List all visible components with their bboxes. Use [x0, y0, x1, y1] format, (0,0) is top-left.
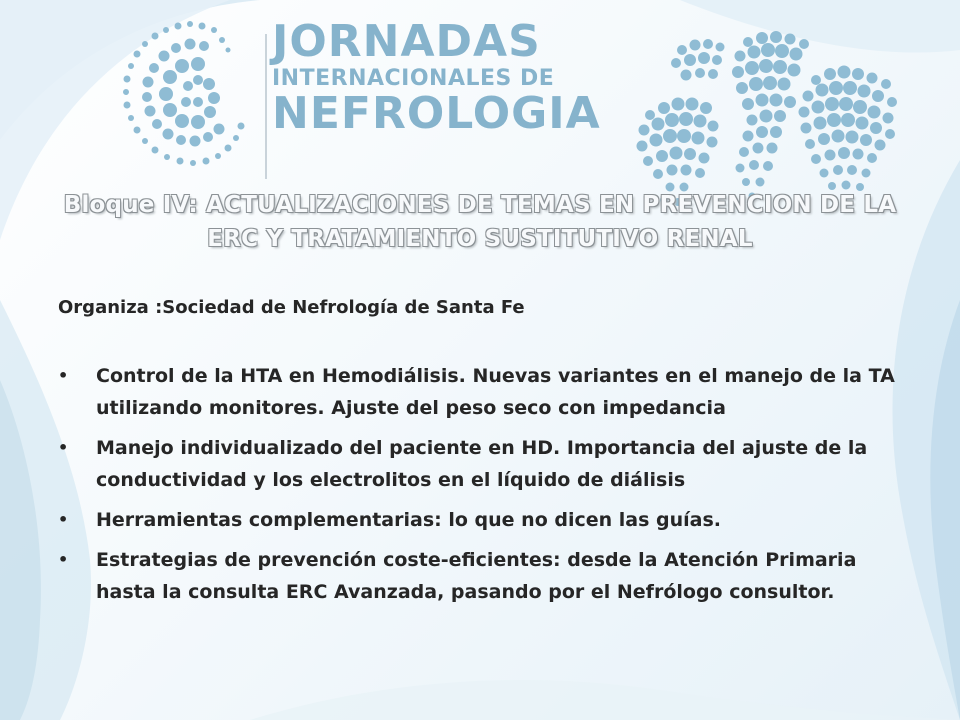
logo-line-jornadas: JORNADAS — [272, 16, 541, 67]
logo-divider — [265, 34, 267, 179]
bullet-icon: • — [58, 366, 69, 385]
topic-text: Manejo individualizado del paciente en HD. Importancia del ajuste de la conductividad y los electrolitos en el líquido de diálisis — [96, 437, 868, 491]
topic-list-item — [58, 544, 918, 608]
topic-list-item — [58, 360, 918, 424]
slide-title — [40, 188, 920, 256]
slide-body — [58, 292, 918, 616]
bullet-icon: • — [58, 438, 69, 457]
slide-title-line-2: ERC Y TRATAMIENTO SUSTITUTIVO RENAL — [207, 226, 753, 252]
slide-title-line-1: Bloque IV: ACTUALIZACIONES DE TEMAS EN PREVENCION DE LA — [63, 192, 897, 218]
organizer-text: Organiza :Sociedad de Nefrología de Santa Fe — [58, 297, 525, 318]
topic-text: Herramientas complementarias: lo que no dicen las guías. — [96, 509, 722, 531]
bullet-icon: • — [58, 550, 69, 569]
logo-wordmark — [272, 16, 601, 139]
topic-list-item — [58, 432, 918, 496]
bullet-icon: • — [58, 510, 69, 529]
logo-line-nefrologia: NEFROLOGIA — [272, 88, 601, 139]
logo-line-internacionales: INTERNACIONALES DE — [272, 66, 555, 91]
topic-text: Estrategias de prevención coste-eficientes: desde la Atención Primaria hasta la consulta ERC Avanzada, pasando por el Nefrólogo consultor. — [96, 549, 857, 603]
topic-text: Control de la HTA en Hemodiálisis. Nuevas variantes en el manejo de la TA utilizando monitores. Ajuste del peso seco con impedancia — [96, 365, 895, 419]
topic-list — [58, 360, 918, 608]
topic-list-item — [58, 504, 918, 536]
event-logo — [110, 14, 601, 174]
kidney-dots-logo-icon — [110, 14, 270, 179]
